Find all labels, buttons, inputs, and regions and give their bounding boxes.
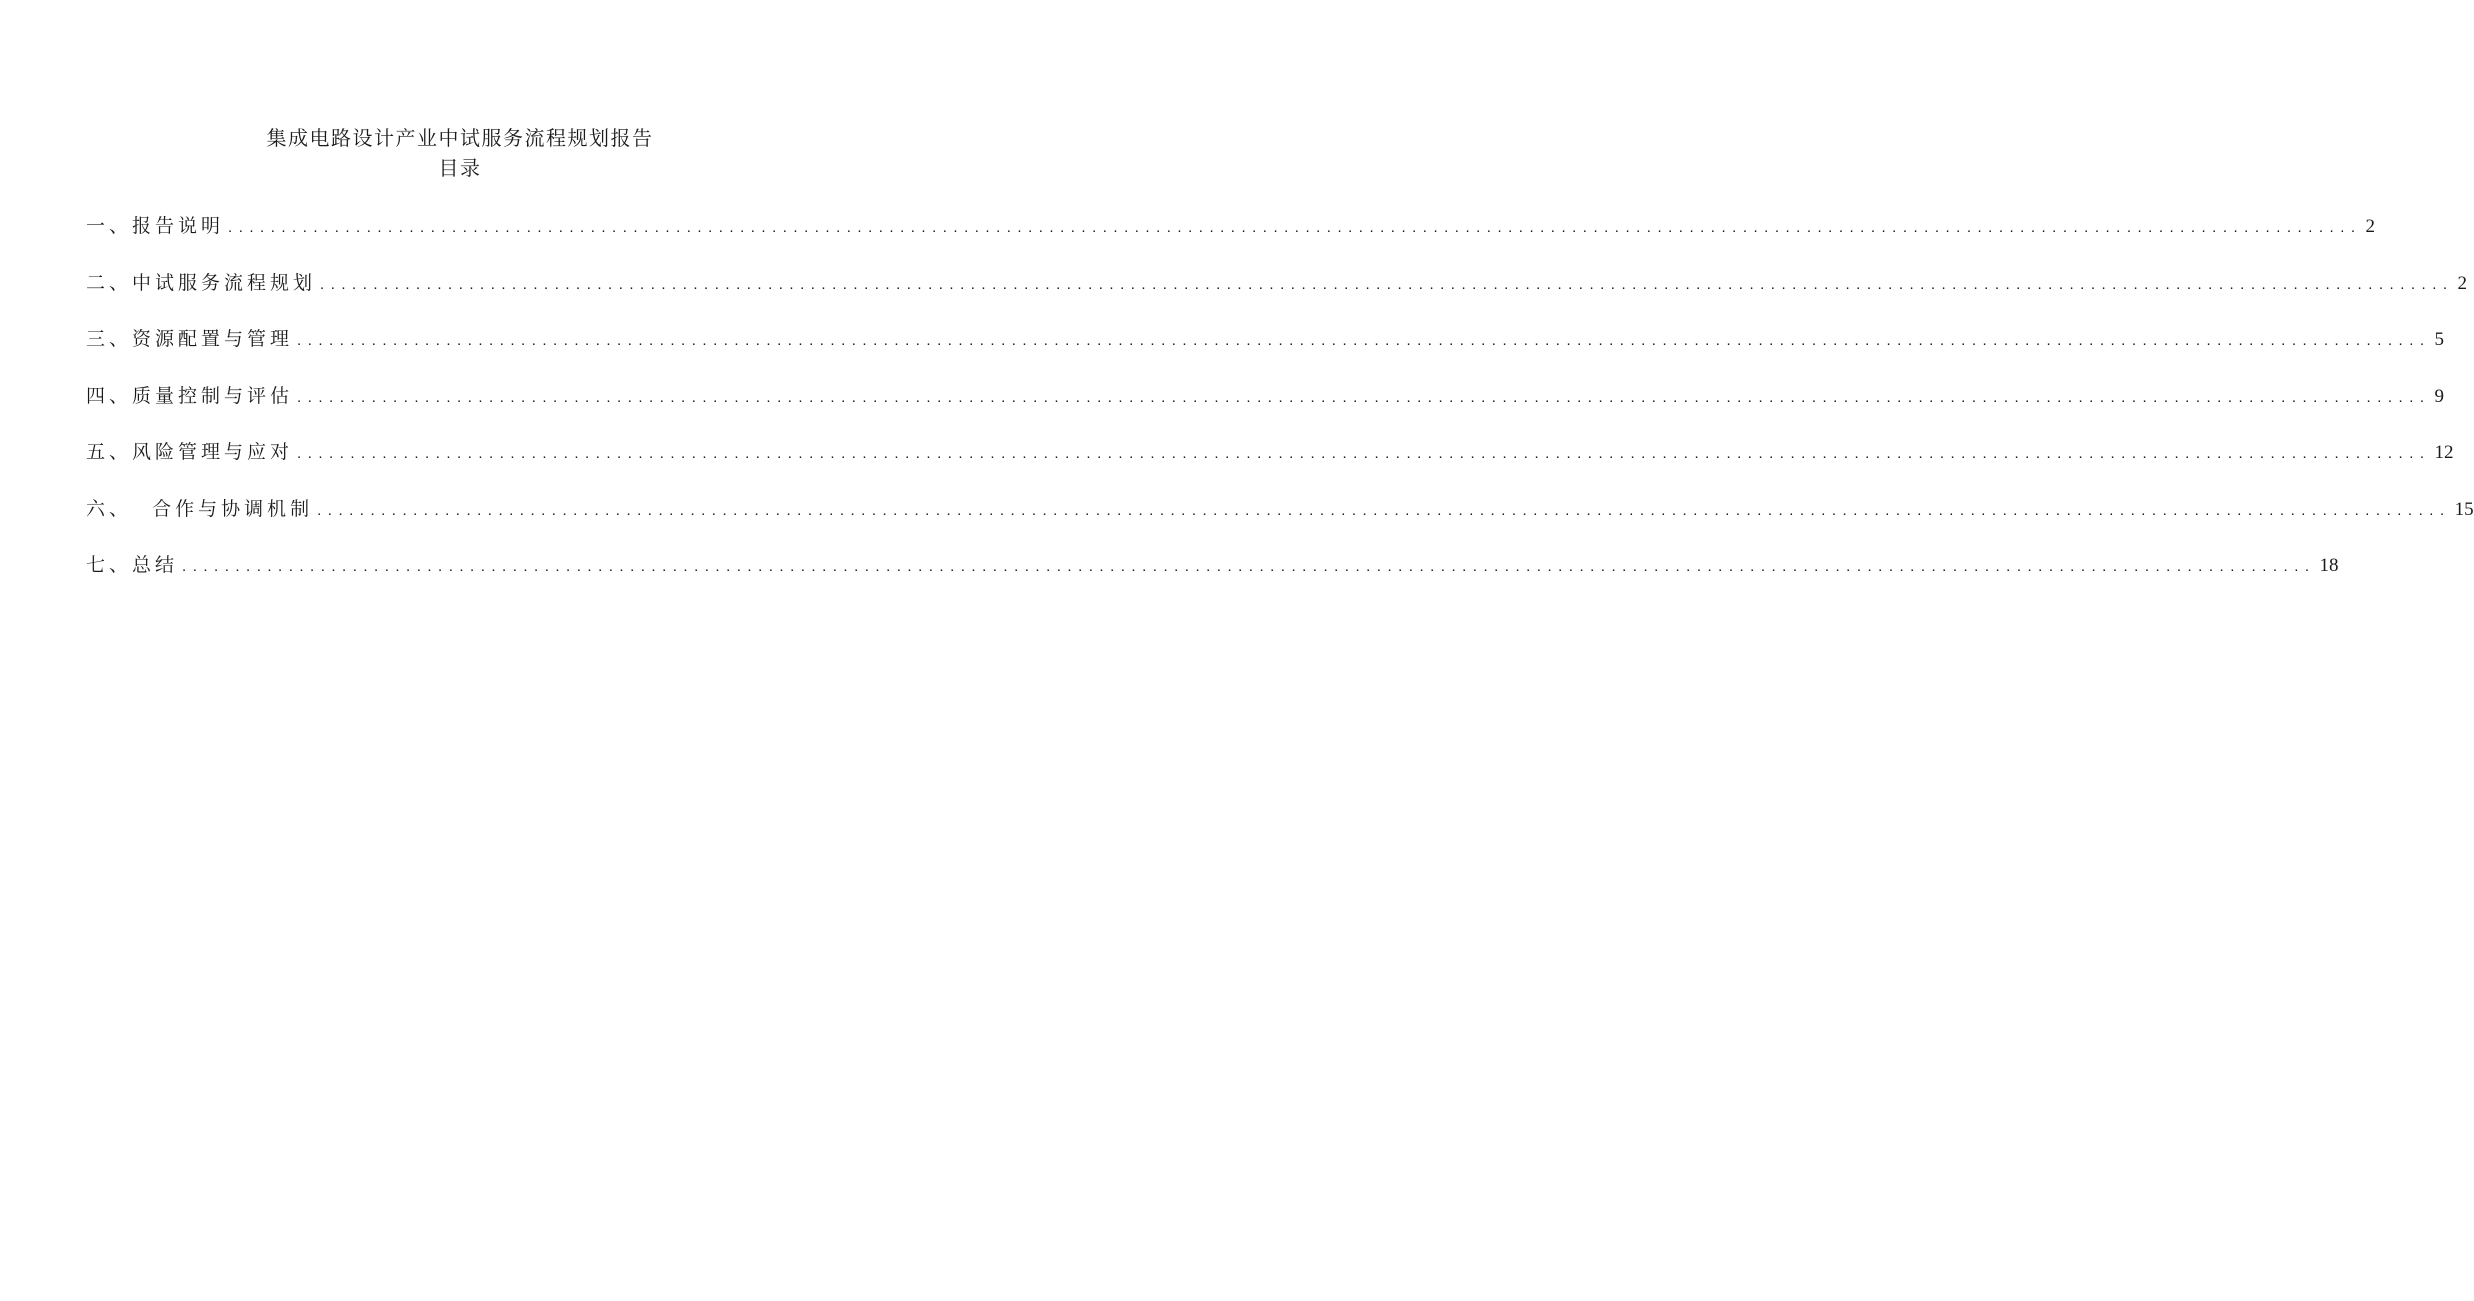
toc-entry-number: 四、 xyxy=(86,384,133,407)
toc-leader-dots: ........................................................................................................................................................................................................ xyxy=(297,332,2431,349)
toc-entry-number: 二、 xyxy=(86,271,133,294)
toc-leader-dots: ........................................................................................................................................................................................................ xyxy=(297,388,2431,406)
toc-entry[interactable] xyxy=(86,495,2474,552)
toc-entry[interactable] xyxy=(86,212,2376,269)
toc-entry-title: 总结 xyxy=(132,554,179,576)
toc-leader-dots: ........................................................................................................................................................................................................ xyxy=(297,445,2431,462)
toc-entry-number: 六、 xyxy=(86,497,133,520)
toc-entry-page: 2 xyxy=(2457,272,2468,294)
toc-entry[interactable] xyxy=(86,438,2454,495)
toc-entry-page: 2 xyxy=(2365,216,2376,237)
toc-entry-page: 18 xyxy=(2319,555,2339,576)
toc-entry-title: 质量控制与评估 xyxy=(132,384,294,407)
toc-entry-page: 5 xyxy=(2434,329,2445,350)
toc-entry-title: 风险管理与应对 xyxy=(132,441,294,463)
toc-entry-title: 报告说明 xyxy=(132,215,225,237)
toc-leader-dots: ........................................................................................................................................................................................................ xyxy=(317,501,2451,519)
toc-entry-title: 中试服务流程规划 xyxy=(132,271,317,294)
toc-entry[interactable] xyxy=(86,269,2468,326)
toc-entry-title: 合作与协调机制 xyxy=(132,497,314,520)
toc-heading: 目录 xyxy=(438,156,482,180)
toc-entry[interactable] xyxy=(86,551,2339,608)
toc-entry-number: 三、 xyxy=(86,328,133,350)
toc-leader-dots: ........................................................................................................................................................................................................ xyxy=(320,275,2454,293)
toc-entry-page: 12 xyxy=(2434,442,2454,463)
toc-entry-page: 15 xyxy=(2454,498,2474,520)
toc-entry[interactable] xyxy=(86,382,2445,439)
toc-entry-title: 资源配置与管理 xyxy=(132,328,294,350)
toc-entry-number: 七、 xyxy=(86,554,133,576)
toc-entry-page: 9 xyxy=(2434,385,2445,407)
toc-entry[interactable] xyxy=(86,325,2445,382)
toc-entry-number: 五、 xyxy=(86,441,133,463)
document-title: 集成电路设计产业中试服务流程规划报告 xyxy=(266,126,654,150)
toc-entry-number: 一、 xyxy=(86,215,133,237)
toc-leader-dots: ........................................................................................................................................................................................................ xyxy=(182,558,2316,575)
toc-leader-dots: ........................................................................................................................................................................................................ xyxy=(228,219,2362,236)
table-of-contents xyxy=(86,212,2474,608)
